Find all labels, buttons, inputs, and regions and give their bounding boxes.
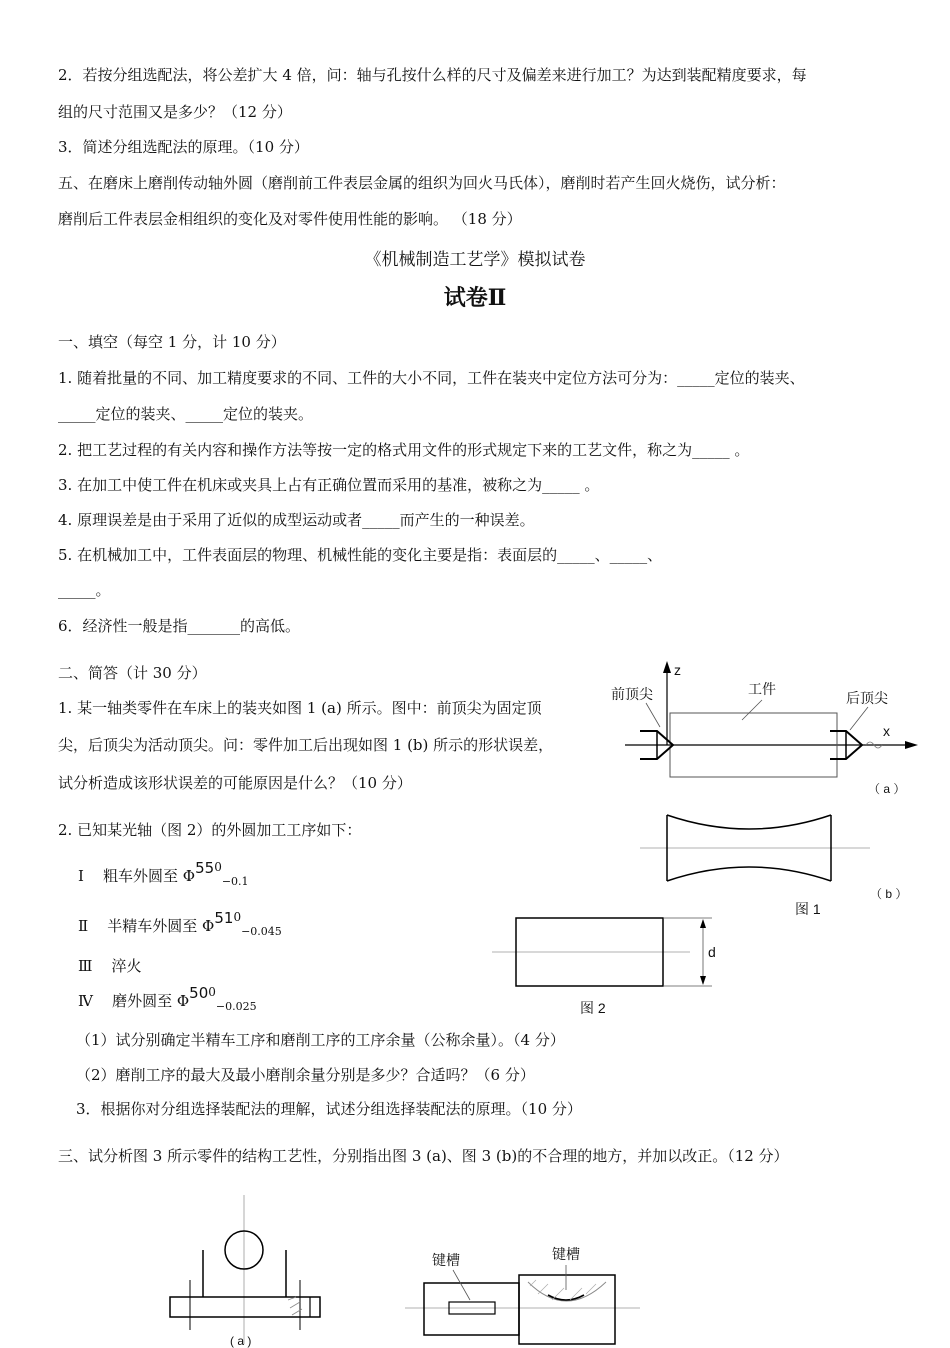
- s1-q1-line1: 1. 随着批量的不同、加工精度要求的不同、工件的大小不同，工件在装夹中定位方法可分为：_____定位的装夹、: [58, 369, 805, 387]
- section1-heading: 一、填空（每空 1 分，计 10 分）: [58, 333, 286, 351]
- fig1-label-b: （ b ）: [870, 887, 908, 901]
- s2-sub1: （1）试分别确定半精车工序和磨削工序的工序余量（公称余量）。（4 分）: [76, 1031, 565, 1049]
- top-q2-line2: 组的尺寸范围又是多少？（12 分）: [58, 103, 292, 121]
- top-q5-line2: 磨削后工件表层金相组织的变化及对零件使用性能的影响。 （18 分）: [58, 210, 522, 228]
- s2-q3: 3．根据你对分组选择装配法的理解，试述分组选择装配法的原理。（10 分）: [76, 1100, 582, 1118]
- fig1-axis-z: z: [674, 662, 681, 678]
- top-q3: 3．简述分组选配法的原理。（10 分）: [58, 138, 309, 156]
- s1-q6: 6．经济性一般是指_______的高低。: [58, 617, 301, 635]
- step-dim-lower: −0.045: [241, 925, 282, 938]
- fig1-caption: 图 1: [795, 901, 821, 917]
- s1-q3: 3. 在加工中使工件在机床或夹具上占有正确位置而采用的基准，被称之为_____ 。: [58, 476, 600, 494]
- s2-q1-line2: 尖，后顶尖为活动顶尖。问：零件加工后出现如图 1 (b) 所示的形状误差，: [58, 736, 554, 754]
- fig2-dim-label: d: [708, 944, 716, 960]
- s1-q1-line2: _____定位的装夹、_____定位的装夹。: [58, 405, 314, 423]
- step-dim-base: 55: [195, 859, 215, 877]
- s2-sub2: （2）磨削工序的最大及最小磨削余量分别是多少？合适吗？（6 分）: [76, 1066, 535, 1084]
- step-dim-base: 51: [214, 909, 234, 927]
- step-text: 粗车外圆至 Φ: [103, 867, 196, 885]
- fig1-rear-center-label: 后顶尖: [846, 690, 888, 706]
- top-q5-line1: 五、在磨床上磨削传动轴外圆（磨削前工件表层金属的组织为回火马氏体），磨削时若产生回火烧伤，试分析：: [58, 174, 786, 192]
- step-dim-lower: −0.025: [215, 1000, 257, 1013]
- fig1-front-center-label: 前顶尖: [611, 686, 653, 702]
- step-dim-upper: 0: [233, 910, 242, 924]
- s1-q5-line1: 5. 在机械加工中，工件表面层的物理、机械性能的变化主要是指：表面层的_____、_____、: [58, 546, 663, 564]
- fig1-axis-x: x: [883, 723, 890, 739]
- step-text: 半精车外圆至 Φ: [107, 917, 215, 935]
- fig2-caption: 图 2: [580, 1000, 606, 1016]
- step-num: Ⅲ: [78, 957, 93, 975]
- s2-q2-intro: 2. 已知某光轴（图 2）的外圆加工工序如下：: [58, 821, 362, 839]
- step-dim-base: 50: [189, 984, 209, 1002]
- fig3-keyway-label-1: 键槽: [432, 1252, 460, 1268]
- exam-title: 《机械制造工艺学》模拟试卷: [364, 250, 586, 270]
- step-num: Ⅱ: [78, 917, 89, 935]
- top-q2-line1: 2．若按分组选配法，将公差扩大 4 倍，问：轴与孔按什么样的尺寸及偏差来进行加工？为达到装配精度要求，每: [58, 66, 807, 84]
- section3-heading: 三、试分析图 3 所示零件的结构工艺性，分别指出图 3 (a)、图 3 (b)的不合理的地方，并加以改正。（12 分）: [58, 1147, 789, 1165]
- exam-subtitle: 试卷Ⅱ: [443, 285, 507, 311]
- step-dim-lower: −0.1: [221, 875, 249, 888]
- s1-q4: 4. 原理误差是由于采用了近似的成型运动或者_____而产生的一种误差。: [58, 511, 535, 529]
- s2-q1-line3: 试分析造成该形状误差的可能原因是什么？（10 分）: [58, 774, 412, 792]
- step-num: Ⅳ: [78, 992, 93, 1010]
- s1-q5-line2: _____。: [58, 581, 111, 599]
- fig3-keyway-label-2: 键槽: [552, 1246, 580, 1262]
- step-text: 磨外圆至 Φ: [112, 992, 190, 1010]
- fig1-workpiece-label: 工件: [748, 681, 776, 697]
- fig3-label-a: ( a ): [230, 1334, 252, 1348]
- step-num: Ⅰ: [78, 867, 84, 885]
- step-dim-upper: 0: [214, 860, 222, 874]
- step-text: 淬火: [111, 957, 142, 975]
- section2-heading: 二、简答（计 30 分）: [58, 664, 207, 682]
- s1-q2: 2. 把工艺过程的有关内容和操作方法等按一定的格式用文件的形式规定下来的工艺文件，称之为_____ 。: [58, 441, 750, 459]
- s2-q1-line1: 1. 某一轴类零件在车床上的装夹如图 1 (a) 所示。图中：前顶尖为固定顶: [58, 699, 542, 717]
- fig1-label-a: （ a ）: [868, 782, 906, 796]
- step-dim-upper: 0: [208, 985, 216, 999]
